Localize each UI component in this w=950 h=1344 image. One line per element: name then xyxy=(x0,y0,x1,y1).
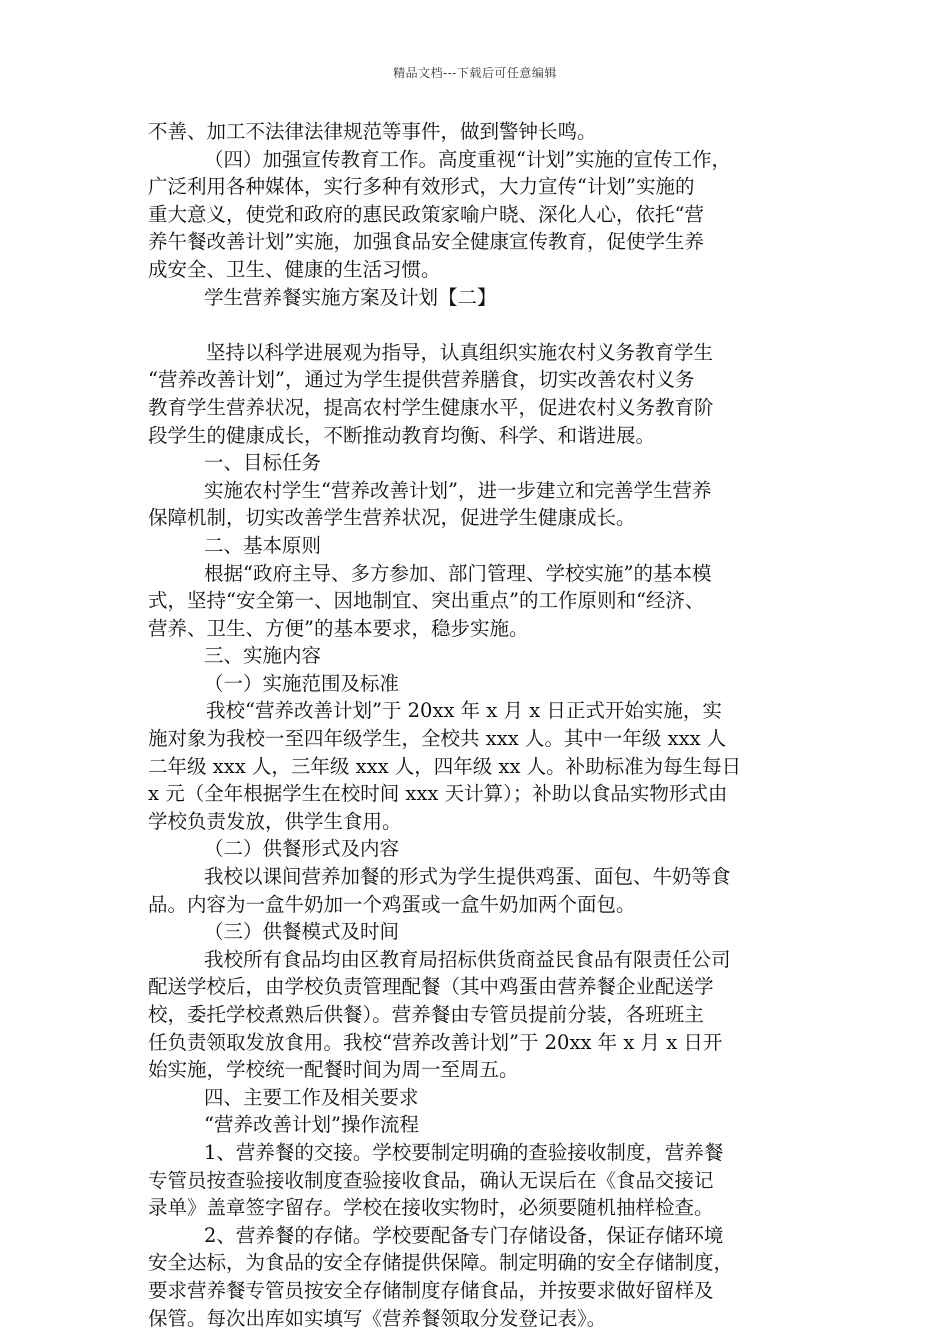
text-line: 录单》盖章签字留存。学校在接收实物时，必须要随机抽样检查。 xyxy=(148,1196,714,1220)
text-line: 二年级 xxx 人，三年级 xxx 人，四年级 xx 人。补助标准为每生每日 xyxy=(148,754,742,778)
page-header: 精品文档---下载后可任意编辑 xyxy=(393,66,557,80)
text-line: 广泛利用各种媒体，实行多种有效形式，大力宣传“计划”实施的 xyxy=(148,175,695,199)
text-line: 我校以课间营养加餐的形式为学生提供鸡蛋、面包、牛奶等食 xyxy=(204,865,731,889)
text-line: （三）供餐模式及时间 xyxy=(204,920,400,944)
text-line: 安全达标，为食品的安全存储提供保障。制定明确的安全存储制度， xyxy=(148,1251,734,1275)
text-line: （二）供餐形式及内容 xyxy=(204,837,400,861)
text-line: 二、基本原则 xyxy=(204,533,322,557)
text-line: 1、营养餐的交接。学校要制定明确的查验接收制度，营养餐 xyxy=(204,1140,724,1164)
text-line: x 元（全年根据学生在校时间 xxx 天计算）；补助以食品实物形式由 xyxy=(148,782,728,806)
text-line: “营养改善计划”，通过为学生提供营养膳食，切实改善农村义务 xyxy=(148,368,695,392)
text-line: 重大意义，使党和政府的惠民政策家喻户晓、深化人心，依托“营 xyxy=(148,202,704,226)
text-line: 2、营养餐的存储。学校要配备专门存储设备，保证存储环境 xyxy=(204,1223,724,1247)
text-line: 学生营养餐实施方案及计划【二】 xyxy=(204,285,497,309)
text-line: 一、目标任务 xyxy=(204,451,322,475)
text-line: 实施农村学生“营养改善计划”，进一步建立和完善学生营养 xyxy=(204,478,712,502)
text-line: 教育学生营养状况，提高农村学生健康水平，促进农村义务教育阶 xyxy=(148,395,714,419)
text-line: 养午餐改善计划”实施，加强食品安全健康宣传教育，促使学生养 xyxy=(148,230,704,254)
text-line: 专管员按查验接收制度查验接收食品，确认无误后在《食品交接记 xyxy=(148,1168,714,1192)
text-line: 三、实施内容 xyxy=(204,644,322,668)
text-line: 不善、加工不法律法律规范等事件，做到警钟长鸣。 xyxy=(148,120,597,143)
text-line: 配送学校后，由学校负责管理配餐（其中鸡蛋由营养餐企业配送学 xyxy=(148,975,714,999)
text-line: 品。内容为一盒牛奶加一个鸡蛋或一盒牛奶加两个面包。 xyxy=(148,892,636,916)
text-line: 四、主要工作及相关要求 xyxy=(204,1085,419,1109)
text-line: 校，委托学校煮熟后供餐）。营养餐由专管员提前分装，各班班主 xyxy=(148,1003,704,1026)
text-line: 任负责领取发放食用。我校“营养改善计划”于 20xx 年 x 月 x 日开 xyxy=(148,1030,723,1054)
text-line: 根据“政府主导、多方参加、部门管理、学校实施”的基本模 xyxy=(204,561,712,585)
text-line: 保管。每次出库如实填写《营养餐领取分发登记表》。 xyxy=(148,1306,607,1330)
text-line: 段学生的健康成长，不断推动教育均衡、科学、和谐进展。 xyxy=(148,423,656,447)
text-line: 学校负责发放，供学生食用。 xyxy=(148,809,402,833)
text-line: “营养改善计划”操作流程 xyxy=(204,1113,419,1137)
text-line: 我校所有食品均由区教育局招标供货商益民食品有限责任公司 xyxy=(204,947,731,971)
text-line: 要求营养餐专管员按安全存储制度存储食品，并按要求做好留样及 xyxy=(148,1278,714,1302)
text-line: 式，坚持“安全第一、因地制宜、突出重点”的工作原则和“经济、 xyxy=(148,589,705,613)
text-line: 始实施，学校统一配餐时间为周一至周五。 xyxy=(148,1058,519,1082)
text-line: 成安全、卫生、健康的生活习惯。 xyxy=(148,257,441,281)
text-line: （四）加强宣传教育工作。高度重视“计划”实施的宣传工作， xyxy=(204,147,731,171)
text-line: 施对象为我校一至四年级学生，全校共 xxx 人。其中一年级 xxx 人 xyxy=(148,727,727,751)
text-line: 营养、卫生、方便”的基本要求，稳步实施。 xyxy=(148,616,529,640)
text-line: 坚持以科学进展观为指导，认真组织实施农村义务教育学生 xyxy=(206,340,714,364)
document-body xyxy=(148,118,808,1332)
text-line: 我校“营养改善计划”于 20xx 年 x 月 x 日正式开始实施，实 xyxy=(206,699,722,723)
text-line: （一）实施范围及标准 xyxy=(204,671,400,695)
blank-line xyxy=(148,311,808,339)
text-line: 保障机制，切实改善学生营养状况，促进学生健康成长。 xyxy=(148,506,636,530)
